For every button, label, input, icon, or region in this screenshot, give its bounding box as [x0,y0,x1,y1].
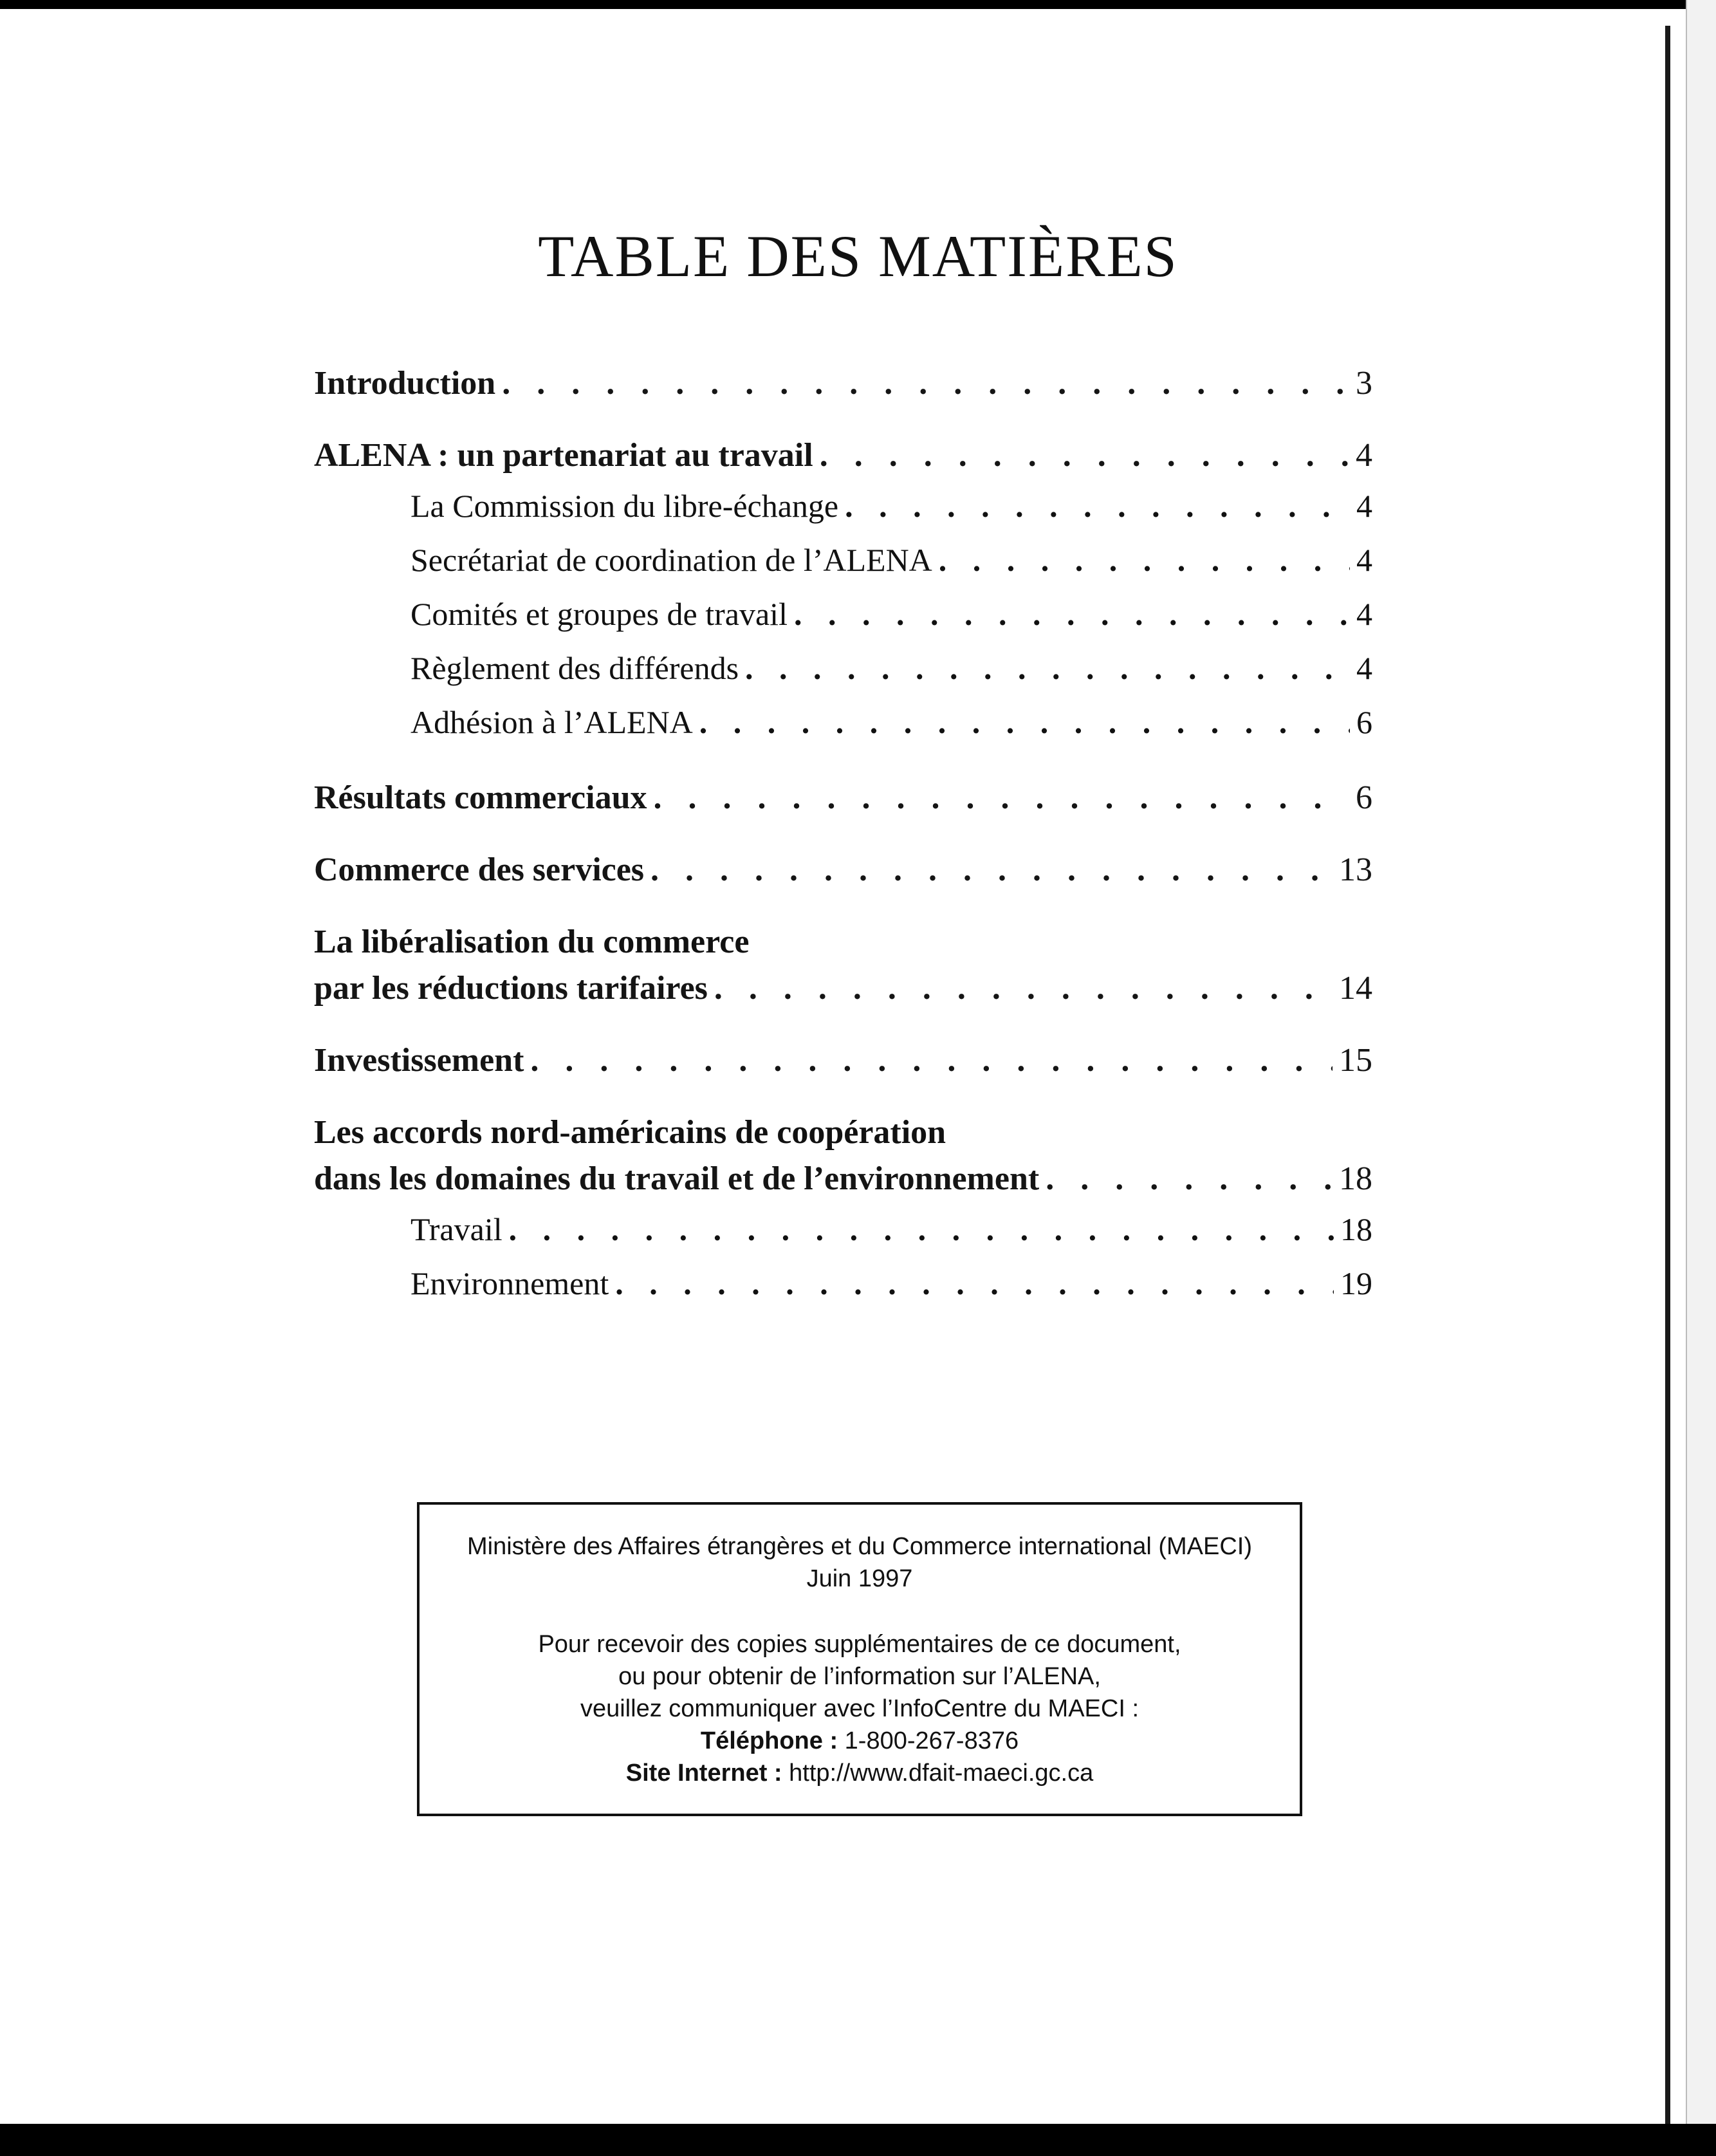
dot-leader [530,1037,1333,1084]
toc-entry-label: Adhésion à l’ALENA [411,704,693,740]
toc-entry-commission[interactable] [314,479,1372,533]
toc-entry-resultats[interactable] [314,775,1372,821]
toc-entry-comites[interactable] [314,587,1372,641]
dot-leader [820,432,1349,479]
site-line [420,1757,1300,1789]
dot-leader [1046,1156,1333,1202]
dot-leader [794,587,1350,641]
dot-leader [509,1202,1334,1256]
toc-entry-introduction[interactable] [314,360,1372,407]
phone-label: Téléphone : [700,1727,838,1754]
ministry-name: Ministère des Affaires étrangères et du Commerce international (MAECI) [466,1533,1253,1560]
page-title: TABLE DES MATIÈRES [538,223,1178,289]
toc-entry-label: Environnement [411,1265,609,1301]
toc-entry-page: 4 [1356,437,1372,474]
toc-entry-page: 4 [1356,596,1372,632]
toc-entry-page: 15 [1339,1042,1372,1079]
toc-entry-page: 18 [1339,1160,1372,1197]
site-link[interactable]: http://www.dfait-maeci.gc.ca [789,1760,1094,1787]
dot-leader [745,641,1350,695]
dot-leader [615,1256,1334,1310]
toc-entry-page: 6 [1356,779,1372,816]
scan-edge-right [1665,26,1670,2124]
toc-entry-label-line1: La libéralisation du commerce [314,924,750,960]
toc-entry-label: Comités et groupes de travail [411,596,788,632]
toc-entry-page: 4 [1356,650,1372,686]
dot-leader [845,479,1350,533]
toc-entry-label: Secrétariat de coordination de l’ALENA [411,542,932,578]
scan-margin-right [1686,0,1716,2156]
scan-edge-bottom [0,2124,1716,2156]
toc-entry-label: Résultats commerciaux [314,779,647,816]
toc-entry-page: 13 [1339,851,1372,888]
toc-entry-secretariat[interactable] [314,533,1372,587]
toc-entry-label: Travail [411,1211,503,1247]
copies-text: Pour recevoir des copies supplémentaires de ce document, [538,1631,1181,1658]
toc-entry-page: 19 [1340,1265,1372,1301]
toc-entry-label-line1: Les accords nord-américains de coopération [314,1114,946,1151]
dot-leader [654,775,1350,821]
toc-entry-page: 14 [1339,970,1372,1007]
site-label: Site Internet : [625,1760,782,1787]
toc-entry-label: Règlement des différends [411,650,739,686]
toc-entry-page: 18 [1340,1211,1372,1247]
dot-leader [714,965,1333,1012]
toc-entry-travail[interactable] [314,1202,1372,1256]
toc-entry-label: Investissement [314,1042,524,1079]
toc-entry-page: 6 [1356,704,1372,740]
dot-leader [699,695,1350,749]
publication-date: Juin 1997 [806,1565,913,1592]
phone-line [420,1725,1300,1757]
toc-entry-investissement[interactable] [314,1037,1372,1084]
toc-entry-page: 4 [1356,488,1372,524]
toc-entry-adhesion[interactable] [314,695,1372,749]
toc-entry-label: La Commission du libre-échange [411,488,839,524]
dot-leader [650,847,1333,893]
publication-info-box [417,1502,1302,1816]
table-of-contents [314,360,1372,1310]
contact-text: veuillez communiquer avec l’InfoCentre du MAECI : [580,1695,1139,1722]
toc-entry-label: Introduction [314,365,496,402]
toc-entry-page: 3 [1356,365,1372,402]
scan-edge-top [0,0,1716,9]
toc-entry-label: ALENA : un partenariat au travail [314,437,813,474]
toc-entry-label-line2: dans les domaines du travail et de l’environnement [314,1160,1040,1197]
toc-entry-environnement[interactable] [314,1256,1372,1310]
dot-leader [502,360,1349,407]
toc-entry-label: Commerce des services [314,851,645,888]
toc-entry-services[interactable] [314,847,1372,893]
phone-number[interactable]: 1-800-267-8376 [844,1727,1019,1754]
dot-leader [939,533,1350,587]
toc-entry-page: 4 [1356,542,1372,578]
toc-entry-alena[interactable] [314,432,1372,479]
toc-entry-reglement[interactable] [314,641,1372,695]
toc-entry-accords[interactable] [314,1110,1372,1202]
toc-entry-label-line2: par les réductions tarifaires [314,970,708,1007]
toc-entry-liberalisation[interactable] [314,919,1372,1012]
info-text: ou pour obtenir de l’information sur l’ALENA, [618,1663,1101,1690]
